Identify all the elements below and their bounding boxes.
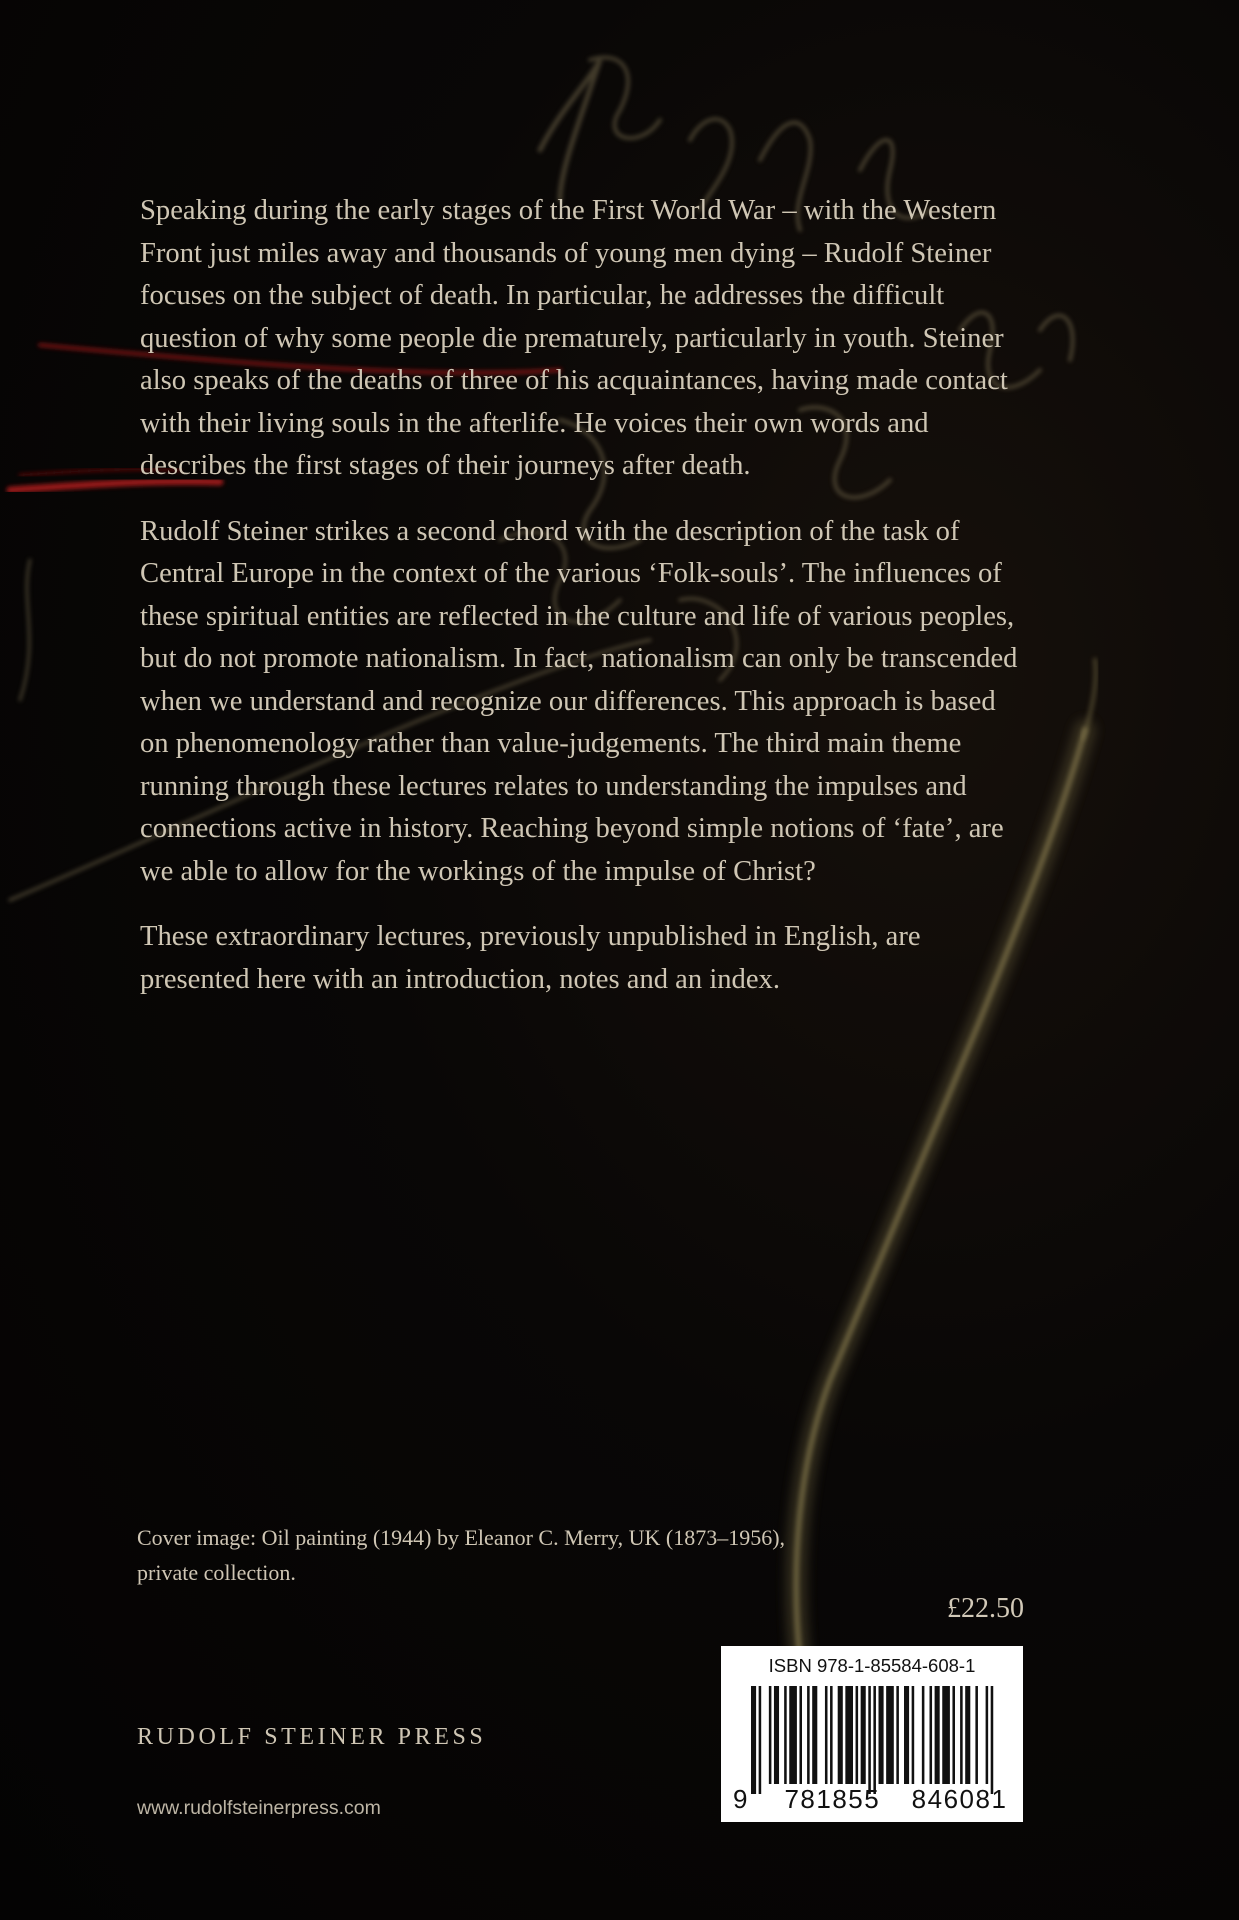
barcode-bar (830, 1686, 833, 1784)
barcode-bar (904, 1686, 909, 1784)
barcode-bar (838, 1686, 843, 1784)
blurb-paragraph-1: Speaking during the early stages of the First World War – with the Western Front just miles away and thousands of young men dying – Rudolf Steiner focuses on the subject of death. In particular, he addresses the difficult question of why some people die prematurely, particularly in youth. Steiner also speaks of the deaths of three of his acquaintances, having made contact with their living souls in the afterlife. He voices their own words and describes the first stages of their journeys after death. (140, 195, 1008, 481)
barcode-bar (935, 1686, 940, 1784)
barcode-bar (965, 1686, 970, 1784)
barcode-bar (886, 1686, 894, 1784)
barcode-bar (759, 1686, 762, 1794)
barcode-bar (845, 1686, 853, 1784)
barcode-right-group: 846081 (911, 1784, 1008, 1814)
barcode-first-digit: 9 (733, 1784, 749, 1814)
credit-line-2: private collection. (137, 1560, 296, 1585)
barcode-bar (991, 1686, 994, 1794)
isbn-barcode (721, 1646, 1023, 1822)
blurb-paragraph-2: Rudolf Steiner strikes a second chord with the description of the task of Central Europe in the context of the various ‘Folk-souls’. The influences of these spiritual entities are reflected in the culture and life of various peoples, but do not promote nationalism. In fact, nationalism can only be transcended when we understand and recognize our differences. This approach is based on phenomenology rather than value-judgements. The third main theme running through these lectures relates to understanding the impulses and connections active in history. Reaching beyond simple notions of ‘fate’, are we able to allow for the workings of the impulse of Christ? (140, 515, 1018, 887)
blurb-paragraph-3: These extraordinary lectures, previously unpublished in English, are presented here with an introduction, notes and an index. (140, 921, 921, 995)
barcode-bar (986, 1686, 989, 1784)
barcode-bar (922, 1686, 925, 1784)
barcode-bar (975, 1686, 978, 1784)
cover-image-credit (137, 1520, 997, 1590)
barcode-digits (733, 1784, 1015, 1815)
barcode-bar (825, 1686, 828, 1784)
barcode-bar (896, 1686, 899, 1784)
barcode-bar (873, 1686, 876, 1794)
publisher-name: RUDOLF STEINER PRESS (137, 1724, 487, 1750)
barcode-bar (856, 1686, 859, 1784)
blurb-text (140, 190, 1020, 1024)
price-label: £22.50 (947, 1593, 1024, 1624)
barcode-bar (960, 1686, 963, 1784)
barcode-bar (868, 1686, 871, 1794)
barcode-bar (784, 1686, 787, 1784)
credit-line-1: Cover image: Oil painting (1944) by Eleanor C. Merry, UK (1873–1956), (137, 1525, 786, 1550)
barcode-bar (799, 1686, 802, 1784)
barcode-bar (807, 1686, 810, 1784)
barcode-bar (774, 1686, 779, 1784)
barcode-bar (789, 1686, 797, 1784)
barcode-bar (879, 1686, 884, 1784)
barcode-bar (769, 1686, 772, 1784)
publisher-website: www.rudolfsteinerpress.com (137, 1797, 381, 1819)
barcode-bar (812, 1686, 817, 1784)
barcode-bar (930, 1686, 933, 1784)
barcode-bar (751, 1686, 756, 1794)
barcode-bar (942, 1686, 950, 1784)
barcode-bar (912, 1686, 915, 1784)
barcode-bar (952, 1686, 955, 1784)
barcode-bar (861, 1686, 866, 1784)
barcode-left-group: 781855 (784, 1784, 881, 1814)
isbn-label: ISBN 978-1-85584-608-1 (768, 1655, 976, 1676)
